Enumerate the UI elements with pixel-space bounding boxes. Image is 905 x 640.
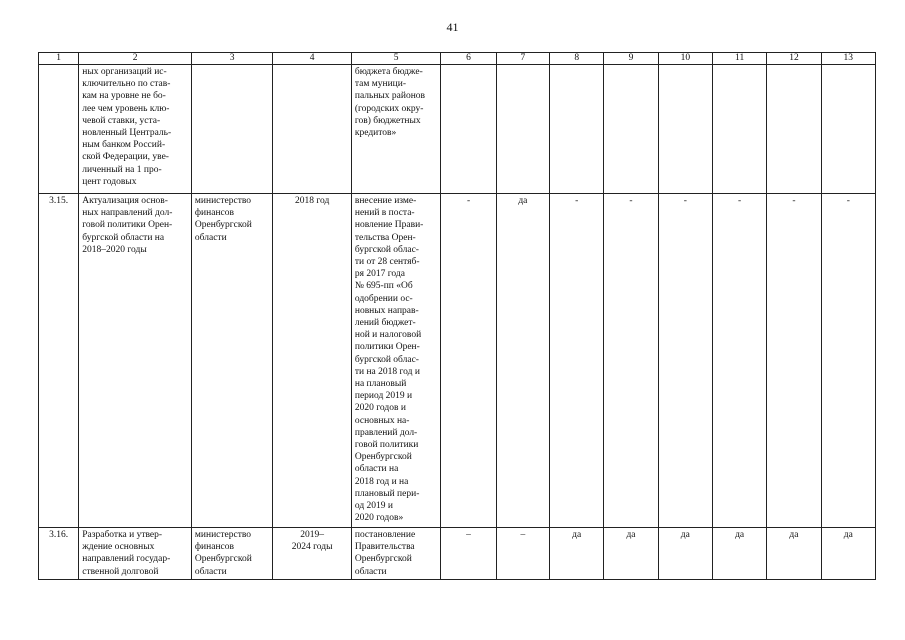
year-cell [767, 65, 821, 194]
header-cell: 6 [441, 53, 496, 65]
period [273, 65, 351, 194]
year-cell [550, 65, 604, 194]
executor: министерство финансов Оренбургской области [191, 528, 272, 580]
year-cell: да [658, 528, 712, 580]
executor: министерство финансов Оренбургской области [191, 194, 272, 528]
year-cell [821, 65, 875, 194]
row-number: 3.16. [39, 528, 79, 580]
period: 2019– 2024 годы [273, 528, 351, 580]
header-cell: 13 [821, 53, 875, 65]
year-cell [496, 65, 549, 194]
year-cell [658, 65, 712, 194]
header-cell: 10 [658, 53, 712, 65]
measure-name: Актуализация основ- ных направлений дол- говой политики Орен- бургской области на 2018–2020 годы [79, 194, 192, 528]
header-cell: 3 [191, 53, 272, 65]
year-cell: да [712, 528, 766, 580]
row-number [39, 65, 79, 194]
header-cell: 2 [79, 53, 192, 65]
header-cell: 12 [767, 53, 821, 65]
executor [191, 65, 272, 194]
header-cell: 7 [496, 53, 549, 65]
expected-result: бюджета бюдже- там муници- пальных районов (городских окру- гов) бюджетных кредитов» [351, 65, 441, 194]
year-cell: - [550, 194, 604, 528]
page-number: 41 [446, 20, 459, 34]
year-cell: – [496, 528, 549, 580]
period: 2018 год [273, 194, 351, 528]
year-cell: да [496, 194, 549, 528]
header-cell: 8 [550, 53, 604, 65]
year-cell: да [550, 528, 604, 580]
header-cell: 4 [273, 53, 351, 65]
measures-table [38, 52, 876, 580]
header-cell: 1 [39, 53, 79, 65]
year-cell: - [604, 194, 658, 528]
year-cell: – [441, 528, 496, 580]
measure-name: ных организаций ис- ключительно по став- кам на уровне не бо- лее чем уровень клю- чевой ставки, уста- новленный Централь- ным банком Россий- ской Федерации, уве- личенный на 1 про- цент годовых [79, 65, 192, 194]
header-cell: 5 [351, 53, 441, 65]
table-row [39, 194, 876, 528]
expected-result: постановление Правительства Оренбургской области [351, 528, 441, 580]
year-cell: да [821, 528, 875, 580]
header-cell: 11 [712, 53, 766, 65]
header-cell: 9 [604, 53, 658, 65]
year-cell: - [821, 194, 875, 528]
year-cell: да [767, 528, 821, 580]
table-row [39, 65, 876, 194]
row-number: 3.15. [39, 194, 79, 528]
year-cell: - [441, 194, 496, 528]
year-cell [712, 65, 766, 194]
table-row [39, 528, 876, 580]
year-cell: - [712, 194, 766, 528]
table-header-row [39, 53, 876, 65]
year-cell: да [604, 528, 658, 580]
year-cell: - [658, 194, 712, 528]
year-cell [441, 65, 496, 194]
year-cell [604, 65, 658, 194]
expected-result: внесение изме- нений в поста- новление Прави- тельства Орен- бургской облас- ти от 28 сентяб- ря 2017 года № 695-пп «Об одобрении ос- новных направ- лений бюджет- ной и налоговой политики Орен- бургской облас- ти на 2018 год и на плановый период 2019 и 2020 годов и основных на- правлений дол- говой политики Оренбургской области на 2018 год и на плановый пери- од 2019 и 2020 годов» [351, 194, 441, 528]
year-cell: - [767, 194, 821, 528]
measure-name: Разработка и утвер- ждение основных направлений государ- ственной долговой [79, 528, 192, 580]
